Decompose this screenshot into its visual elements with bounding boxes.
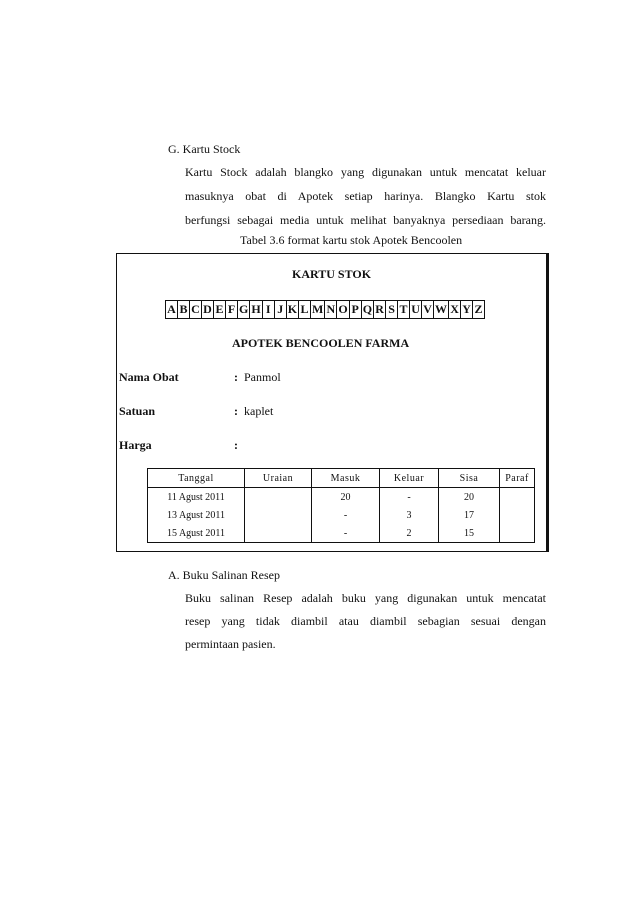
alphabet-letter: I <box>263 301 275 318</box>
alphabet-letter: D <box>202 301 214 318</box>
alphabet-letter: A <box>166 301 178 318</box>
table-cell: 20 <box>312 488 380 507</box>
table-caption: Tabel 3.6 format kartu stok Apotek Bencoolen <box>240 233 463 247</box>
alphabet-letter: L <box>299 301 311 318</box>
table-cell: 20 <box>439 488 500 507</box>
pharmacy-name: APOTEK BENCOOLEN FARMA <box>232 336 410 350</box>
table-cell: 15 <box>439 524 500 543</box>
table-cell <box>245 506 312 524</box>
section-a-heading: A. Buku Salinan Resep <box>168 568 280 582</box>
table-cell <box>500 506 535 524</box>
section-g-line-2: masuknya obat di Apotek setiap harinya. Blangko Kartu stok <box>185 189 546 203</box>
table-cell: 13 Agust 2011 <box>148 506 245 524</box>
alphabet-letter: S <box>386 301 398 318</box>
alphabet-letter: E <box>214 301 226 318</box>
alphabet-letter: M <box>312 302 324 316</box>
table-cell <box>500 488 535 507</box>
alphabet-letter: Y <box>461 301 473 318</box>
table-cell: 17 <box>439 506 500 524</box>
alphabet-letter: G <box>239 302 249 316</box>
section-a-line-2: resep yang tidak diambil atau diambil sebagian sesuai dengan <box>185 614 546 628</box>
col-masuk: Masuk <box>312 469 380 488</box>
table-cell: - <box>380 488 439 507</box>
alphabet-letter: V <box>422 301 434 318</box>
nama-obat-value: Panmol <box>244 370 281 384</box>
col-tanggal: Tanggal <box>148 469 245 488</box>
section-g-line-3: berfungsi sebagai media untuk melihat banyaknya persediaan barang. <box>185 213 546 227</box>
table-cell: 3 <box>380 506 439 524</box>
table-cell <box>245 524 312 543</box>
table-row <box>148 488 535 507</box>
alphabet-letter: R <box>374 301 386 318</box>
section-a-line-3: permintaan pasien. <box>185 637 276 651</box>
alphabet-letter: P <box>350 301 362 318</box>
stock-table <box>147 468 535 543</box>
satuan-value: kaplet <box>244 404 274 418</box>
alphabet-letter: O <box>338 302 348 316</box>
col-keluar: Keluar <box>380 469 439 488</box>
stock-table-header <box>148 469 535 488</box>
harga-label: Harga <box>119 438 152 452</box>
col-uraian: Uraian <box>245 469 312 488</box>
table-cell: 15 Agust 2011 <box>148 524 245 543</box>
col-sisa: Sisa <box>439 469 500 488</box>
alphabet-letter: H <box>251 302 261 316</box>
table-cell: 2 <box>380 524 439 543</box>
table-cell: 11 Agust 2011 <box>148 488 245 507</box>
satuan-label: Satuan <box>119 404 156 418</box>
section-g-line-1: Kartu Stock adalah blangko yang digunakan untuk mencatat keluar <box>185 165 546 179</box>
nama-obat-colon: : <box>234 370 238 384</box>
section-a-line-1: Buku salinan Resep adalah buku yang digunakan untuk mencatat <box>185 591 546 605</box>
alphabet-letter: W <box>435 302 448 316</box>
card-title: KARTU STOK <box>292 267 372 281</box>
alphabet-letter: Z <box>474 302 483 316</box>
nama-obat-label: Nama Obat <box>119 370 179 384</box>
table-cell <box>500 524 535 543</box>
alphabet-letter: F <box>226 301 238 318</box>
alphabet-letter: B <box>178 301 190 318</box>
table-cell: - <box>312 506 380 524</box>
table-row <box>148 506 535 524</box>
alphabet-letter: K <box>287 302 298 316</box>
harga-colon: : <box>234 438 238 452</box>
alphabet-letter: J <box>275 301 287 318</box>
alphabet-letter: X <box>449 301 461 318</box>
alphabet-letter: U <box>410 301 422 318</box>
alphabet-letter: Q <box>362 302 373 316</box>
satuan-colon: : <box>234 404 238 418</box>
alphabet-letter: T <box>398 301 410 318</box>
alphabet-letter: C <box>190 301 202 318</box>
table-cell: - <box>312 524 380 543</box>
section-g-heading: G. Kartu Stock <box>168 142 241 156</box>
col-paraf: Paraf <box>500 469 535 488</box>
table-cell <box>245 488 312 507</box>
alphabet-letter: N <box>325 301 337 318</box>
table-row <box>148 524 535 543</box>
alphabet-index <box>165 300 485 319</box>
